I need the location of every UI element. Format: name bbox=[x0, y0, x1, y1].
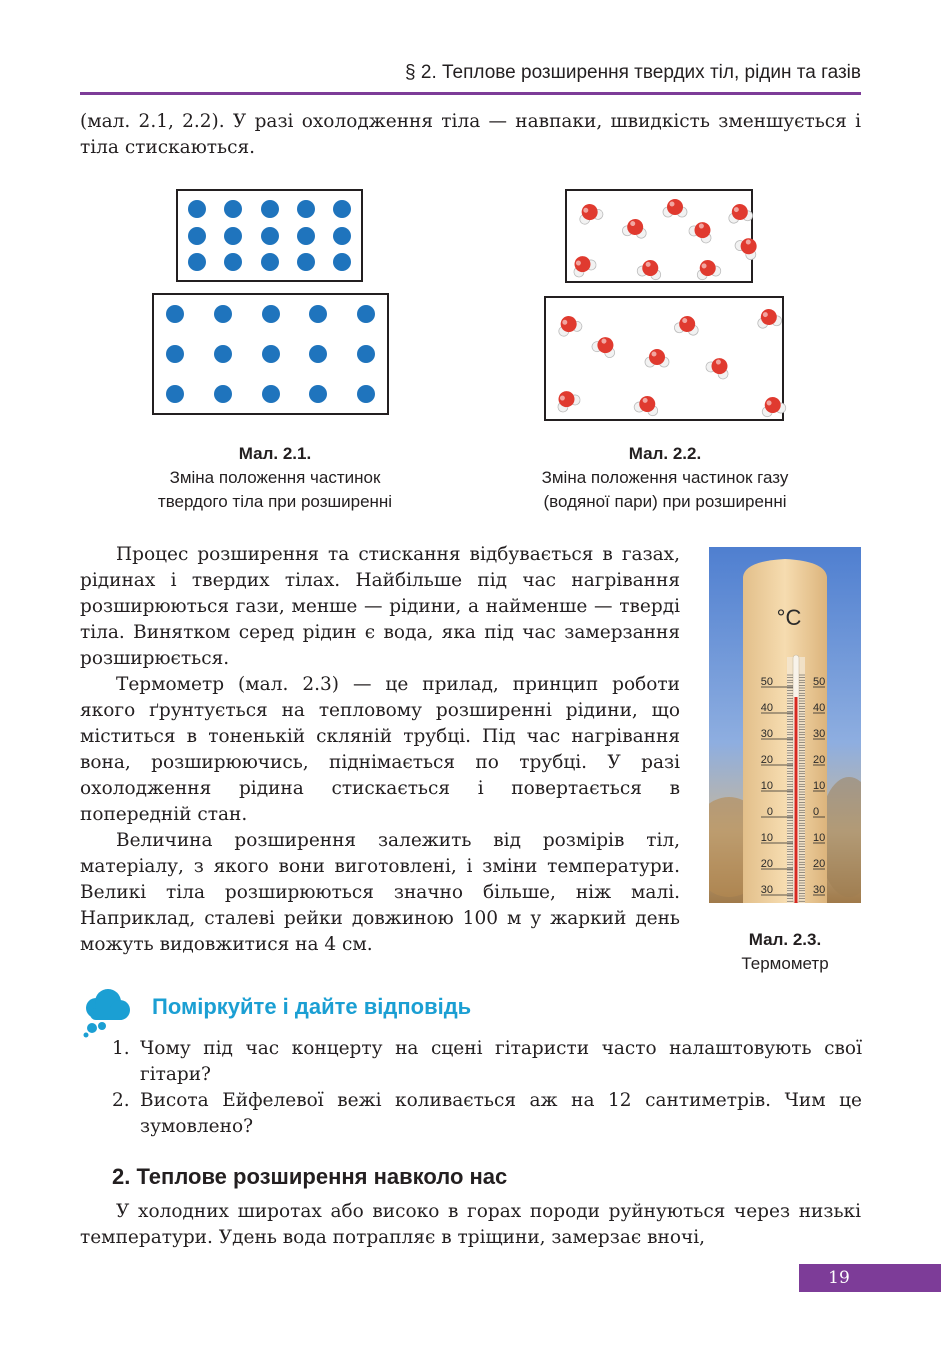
solid-before-box bbox=[176, 189, 363, 282]
water-molecule bbox=[672, 311, 702, 339]
particle-dot bbox=[333, 253, 351, 271]
particle-dot bbox=[214, 305, 232, 323]
particle-dot bbox=[224, 227, 242, 245]
particle-dot bbox=[357, 305, 375, 323]
scale-label: 50 bbox=[760, 676, 773, 688]
scale-label: 20 bbox=[813, 754, 826, 766]
water-molecule bbox=[644, 346, 670, 370]
particle-dot bbox=[297, 227, 315, 245]
scale-label: 30 bbox=[813, 728, 826, 740]
water-molecule bbox=[702, 350, 737, 384]
particle-dot bbox=[214, 385, 232, 403]
think-heading: Поміркуйте і дайте відповідь bbox=[152, 994, 472, 1019]
particle-dot bbox=[188, 200, 206, 218]
running-header: § 2. Теплове розширення твердих тіл, рідин та газів bbox=[405, 62, 861, 83]
gas-before-box bbox=[565, 189, 753, 283]
scale-label: 20 bbox=[760, 858, 773, 870]
particle-dot bbox=[297, 253, 315, 271]
intro-paragraph: (мал. 2.1, 2.2). У разі охолодження тіла — навпаки, швидкість зменшується і тіла стискаються. bbox=[80, 111, 861, 158]
scale-label: 10 bbox=[760, 780, 773, 792]
figure-2-2-caption-line1: Зміна положення частинок газу bbox=[541, 468, 789, 487]
particle-dot bbox=[166, 305, 184, 323]
scale-label: 0 bbox=[766, 806, 773, 818]
header-rule bbox=[80, 92, 861, 95]
scale-label: 40 bbox=[813, 702, 826, 714]
water-molecule bbox=[620, 214, 650, 242]
figure-2-2-caption-line2: (водяної пари) при розширенні bbox=[543, 492, 787, 511]
thermometer-photo bbox=[709, 547, 861, 903]
water-molecule bbox=[553, 309, 586, 340]
gas-after-box bbox=[544, 296, 784, 421]
scale-label: 10 bbox=[760, 832, 773, 844]
figure-2-1-caption-line1: Зміна положення частинок bbox=[169, 468, 381, 487]
scale-label: 20 bbox=[813, 858, 826, 870]
body-paragraph-1: Процес розширення та стискання відбувається в газах, рідинах і твердих тілах. Найбільше під час нагрівання розширюються гази, менше — рідини, а найменше — тверді тіла. Винятком серед рідин є вода, яка під час замерзання розширюється. bbox=[80, 544, 680, 669]
solid-after-box bbox=[152, 293, 389, 415]
scale-label: 20 bbox=[760, 754, 773, 766]
particle-dot bbox=[262, 385, 280, 403]
question-text: Чому під час концерту на сцені гітаристи часто налаштовують свої гітари? bbox=[140, 1038, 862, 1085]
figure-2-3-label: Мал. 2.3. bbox=[748, 930, 822, 949]
particle-dot bbox=[333, 200, 351, 218]
particle-dot bbox=[261, 227, 279, 245]
particle-dot bbox=[261, 200, 279, 218]
water-molecule bbox=[550, 383, 585, 417]
scale-label: 0 bbox=[813, 806, 820, 818]
question-list bbox=[112, 1036, 862, 1140]
particle-dot bbox=[261, 253, 279, 271]
water-molecule bbox=[631, 390, 662, 420]
particle-dot bbox=[309, 385, 327, 403]
figure-2-2-label: Мал. 2.2. bbox=[628, 444, 702, 463]
particle-dot bbox=[166, 385, 184, 403]
scale-label: 10 bbox=[813, 832, 826, 844]
scale-label: 30 bbox=[760, 884, 773, 896]
question-number: 1. bbox=[112, 1038, 130, 1059]
particle-dot bbox=[309, 305, 327, 323]
particle-dot bbox=[224, 200, 242, 218]
body-paragraph-3: Величина розширення залежить від розмірів тіл, матеріалу, з якого вони виготовлені, і зміни температури. Великі тіла розширюються значно більше, ніж малі. Наприклад, сталеві рейки довжиною 100 м у жаркий день можуть видовжитися на 4 см. bbox=[80, 830, 680, 955]
water-molecule bbox=[662, 196, 688, 220]
scale-label: 40 bbox=[760, 702, 773, 714]
particle-dot bbox=[262, 305, 280, 323]
figure-2-3-caption-text: Термометр bbox=[741, 954, 829, 973]
particle-dot bbox=[333, 227, 351, 245]
question-number: 2. bbox=[112, 1090, 130, 1111]
water-molecule bbox=[730, 229, 765, 264]
scale-label: 30 bbox=[813, 884, 826, 896]
thermometer-unit: °C bbox=[776, 605, 802, 630]
particle-dot bbox=[214, 345, 232, 363]
water-molecule bbox=[685, 214, 720, 248]
figure-2-1-label: Мал. 2.1. bbox=[238, 444, 312, 463]
figure-2-3-caption bbox=[710, 928, 860, 976]
particle-dot bbox=[166, 345, 184, 363]
figure-2-1-caption bbox=[130, 442, 420, 514]
water-molecule bbox=[634, 254, 665, 284]
particle-dot bbox=[309, 345, 327, 363]
section-heading: 2. Теплове розширення навколо нас bbox=[112, 1164, 508, 1189]
particle-dot bbox=[224, 253, 242, 271]
water-molecule bbox=[725, 199, 755, 227]
water-molecule bbox=[754, 304, 784, 332]
water-molecule bbox=[566, 248, 601, 282]
figure-2-1-caption-line2: твердого тіла при розширенні bbox=[157, 492, 393, 511]
thinking-cloud-icon bbox=[80, 988, 134, 1038]
water-molecule bbox=[692, 254, 723, 284]
page-number: 19 bbox=[828, 1268, 850, 1288]
scale-label: 50 bbox=[813, 676, 826, 688]
water-molecule bbox=[574, 197, 607, 228]
scale-label: 30 bbox=[760, 728, 773, 740]
figure-2-2-caption bbox=[510, 442, 820, 514]
list-item bbox=[112, 1036, 862, 1088]
particle-dot bbox=[188, 227, 206, 245]
particle-dot bbox=[188, 253, 206, 271]
particle-dot bbox=[262, 345, 280, 363]
body-paragraph-2: Термометр (мал. 2.3) — це прилад, принцип роботи якого ґрунтується на тепловому розширенні рідини, що міститься в тоненькій скляній трубці. Під час нагрівання вона, розширюючись, піднімається по трубці. У разі охолодження рідина стискається і повертається в попередній стан. bbox=[80, 674, 680, 825]
list-item bbox=[112, 1088, 862, 1140]
water-molecule bbox=[757, 391, 788, 421]
particle-dot bbox=[297, 200, 315, 218]
particle-dot bbox=[357, 345, 375, 363]
scale-label: 10 bbox=[813, 780, 826, 792]
particle-dot bbox=[357, 385, 375, 403]
question-text: Висота Ейфелевої вежі коливається аж на 12 сантиметрів. Чим це зумовлено? bbox=[140, 1090, 862, 1137]
section-paragraph: У холодних широтах або високо в горах породи руйнуються через низькі температури. Удень вода потрапляє в тріщини, замерзає вночі, bbox=[80, 1201, 861, 1248]
water-molecule bbox=[588, 330, 622, 363]
